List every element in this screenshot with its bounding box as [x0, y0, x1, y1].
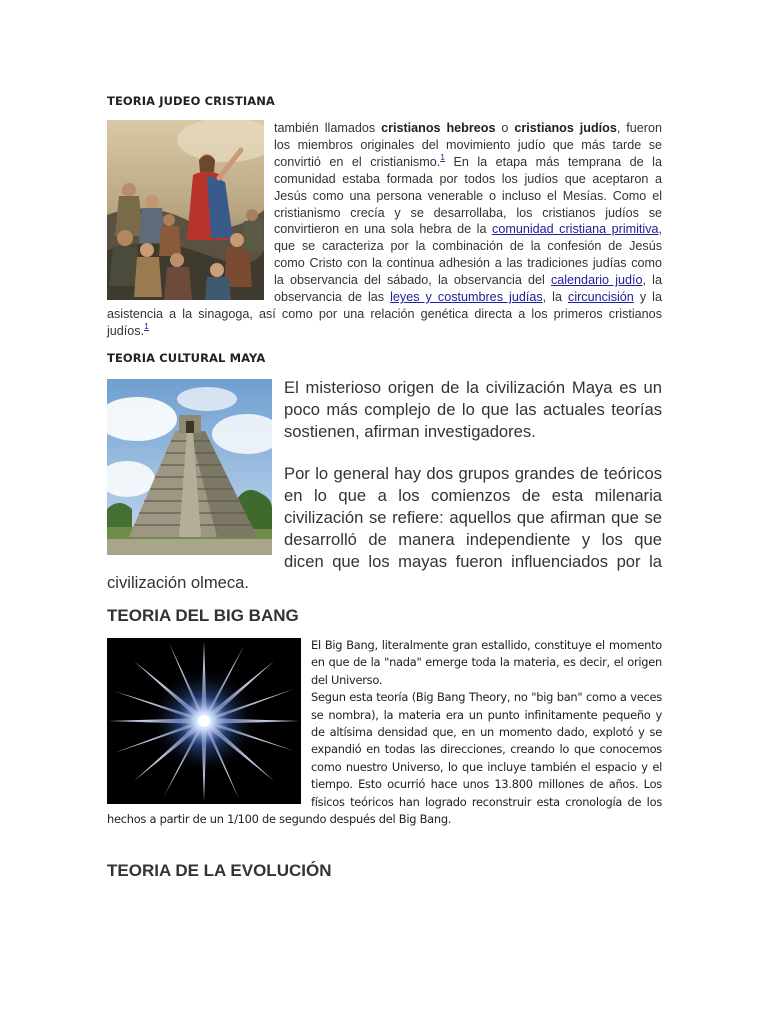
maya-pyramid-image: [107, 379, 272, 555]
section-heading-judeo-cristiana: TEORIA JUDEO CRISTIANA: [107, 94, 275, 108]
big-bang-paragraph-1: El Big Bang, literalmente gran estallido, constituye el momento en que de la "nada" emerge toda la materia, es decir, el origen del Universo.: [311, 638, 662, 687]
link-circuncision[interactable]: circuncisión: [568, 290, 634, 305]
sermon-painting-illustration: [107, 120, 264, 300]
paragraph-text: , fueron los miembros originales del movimiento judío que más tarde se convirtió en el cristianismo.: [274, 121, 662, 169]
maya-pyramid-illustration: [107, 379, 272, 555]
section-heading-evolucion: TEORIA DE LA EVOLUCIÓN: [107, 861, 332, 880]
paragraph-text: En la etapa más temprana de la comunidad estaba formada por todos los judíos que aceptaron a Jesús como una persona venerable o incluso el Mesías. Como el cristianismo crecía y se desarrollaba, los cristianos judíos se convirtieron en una sola hebra de la: [274, 154, 662, 237]
sermon-painting-image: [107, 120, 264, 300]
paragraph-text: o: [495, 121, 515, 135]
big-bang-starburst-illustration: [107, 638, 301, 804]
maya-paragraph-2: Por lo general hay dos grupos grandes de teóricos en lo que a los comienzos de esta milenaria civilización se refiere: aquellos que afirman que se desarrolló de manera independiente y los que dicen que los mayas fueron influenciados por la civilización olmeca.: [107, 464, 662, 593]
bold-term-judios: cristianos judíos: [514, 121, 617, 135]
big-bang-paragraph-2: Segun esta teoría (Big Bang Theory, no "big ban" como a veces se nombra), la materia era un punto infinitamente pequeño y de altísima densidad que, en un momento dado, explotó y se expandió en todas las direcciones, creando lo que conocemos como nuestro Universo, lo que incluye también el espacio y el tiempo. Esto ocurrió hace unos 13.800 millones de años. Los físicos teóricos han logrado reconstruir esta cronología de los hechos a partir de un 1/100 de segundo después del Big Bang.: [107, 690, 662, 827]
paragraph-text: también llamados: [274, 121, 382, 135]
link-comunidad-cristiana-primitiva[interactable]: comunidad cristiana primitiva: [492, 222, 659, 237]
section-heading-maya: TEORIA CULTURAL MAYA: [107, 351, 266, 365]
section-maya: [107, 377, 662, 594]
paragraph-text: y la asistencia a la sinagoga, así como por una relación genética directa a los primeros cristianos judíos.: [107, 290, 662, 338]
section-big-bang: [107, 637, 662, 828]
footnote-ref-link[interactable]: 1: [144, 320, 149, 331]
footnote-ref-link[interactable]: 1: [440, 151, 445, 162]
bold-term-hebreos: cristianos hebreos: [381, 121, 496, 135]
paragraph-text: , la observancia de las: [274, 273, 662, 305]
paragraph-text: , que se caracteriza por la combinación de la confesión de Jesús como Cristo con la continua adhesión a las tradiciones judías como la observancia del sábado, la observancia del: [274, 222, 662, 288]
link-calendario-judio[interactable]: calendario judío: [550, 273, 643, 288]
section-heading-big-bang: TEORIA DEL BIG BANG: [107, 606, 299, 625]
big-bang-image: [107, 638, 301, 804]
section-judeo-cristiana: [107, 120, 662, 340]
maya-paragraph-1: El misterioso origen de la civilización Maya es un poco más complejo de lo que las actuales teorías sostienen, afirman investigadores.: [284, 378, 662, 441]
paragraph-text: , la: [542, 290, 569, 305]
link-leyes-costumbres[interactable]: leyes y costumbres judías: [390, 290, 543, 305]
